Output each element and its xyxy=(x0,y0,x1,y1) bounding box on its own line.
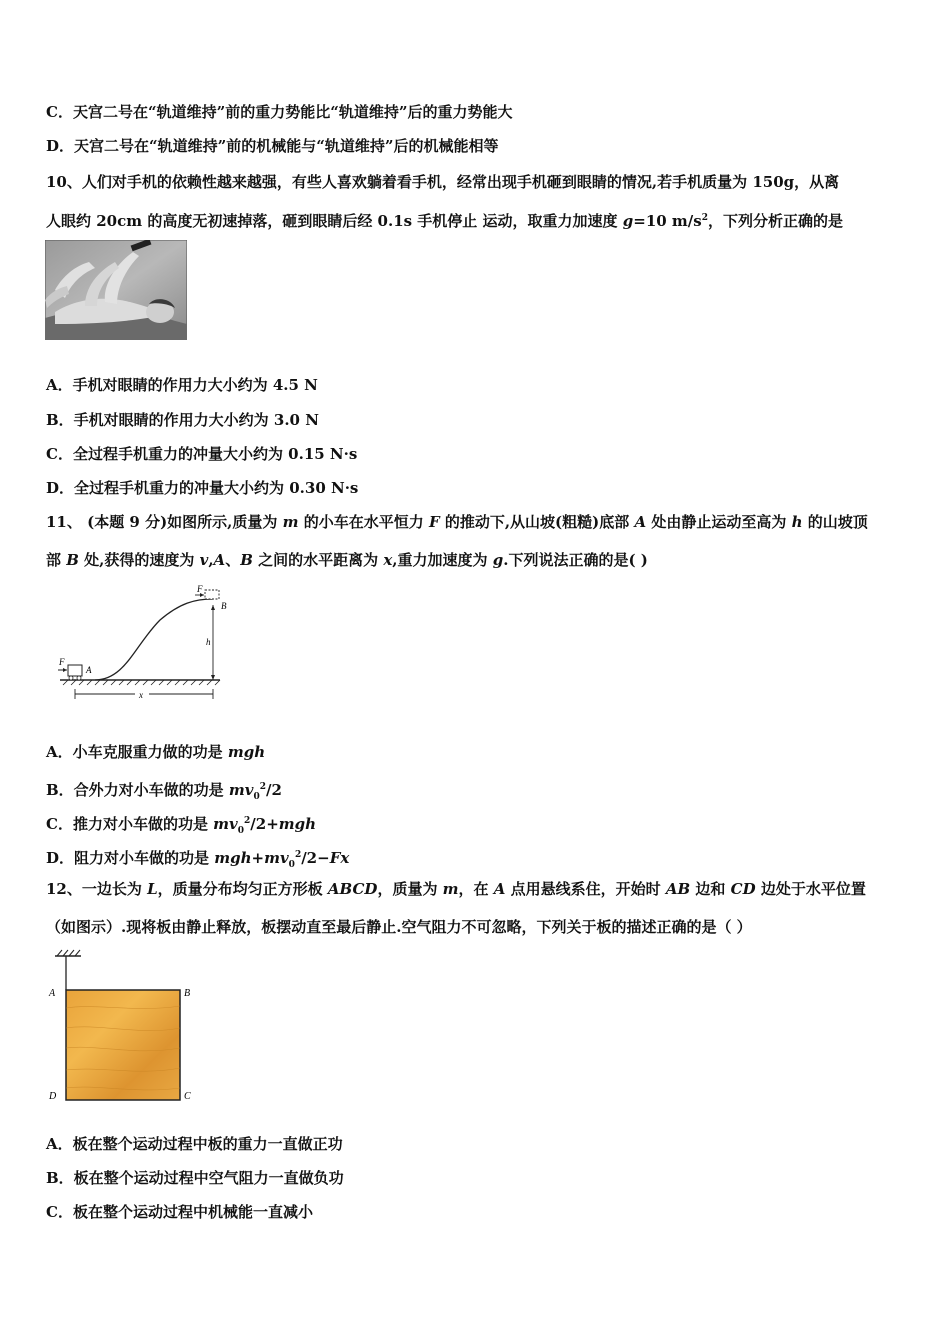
q11-symbol: g xyxy=(492,551,504,569)
q11-option-a xyxy=(46,742,265,762)
q10-stem-line2 xyxy=(46,208,843,231)
q11-symbol: A xyxy=(213,551,226,569)
q11-hill-diagram xyxy=(55,585,230,710)
q11-opt-text: /2− xyxy=(301,849,330,867)
q11-symbol: F xyxy=(428,513,440,531)
q12-option-a: A．板在整个运动过程中板的重力一直做正功 xyxy=(46,1135,343,1153)
label-f-a: F xyxy=(59,657,65,667)
q10-stem-line1: 10、人们对手机的依赖性越来越强，有些人喜欢躺着看手机，经常出现手机砸到眼睛的情况,若手机质量为 150g，从离 xyxy=(46,173,840,191)
label-a: A xyxy=(86,665,92,675)
q12-square-plate-diagram xyxy=(45,948,200,1110)
q11-opt-math: mv xyxy=(264,849,289,867)
q11-superscript: 2 xyxy=(244,816,251,826)
q10-option-b: B．手机对眼睛的作用力大小约为 3.0 N xyxy=(46,411,319,429)
q11-subscript: 0 xyxy=(288,860,295,870)
q11-opt-math: mv xyxy=(213,815,238,833)
q12-text: ，质量分布均匀正方形板 xyxy=(157,880,328,898)
slope-curve xyxy=(95,599,213,680)
label-d: D xyxy=(49,1091,57,1102)
q12-option-b: B．板在整个运动过程中空气阻力一直做负功 xyxy=(46,1169,344,1187)
q12-text: ，在 xyxy=(458,880,494,898)
q11-text: 处,获得的速度为 xyxy=(78,551,200,569)
q11-symbol: v xyxy=(199,551,209,569)
q11-opt-text: C．推力对小车做的功是 xyxy=(46,815,214,833)
q11-subscript: 0 xyxy=(253,792,260,802)
label-x: x xyxy=(139,690,143,700)
q11-opt-math: mgh xyxy=(214,849,252,867)
q11-stem-line2 xyxy=(46,550,648,570)
q11-text: 之间的水平距离为 xyxy=(252,551,384,569)
q12-symbol: AB xyxy=(665,880,691,898)
cart-wheel xyxy=(69,676,73,680)
q11-superscript: 2 xyxy=(294,850,302,860)
label-a: A xyxy=(49,988,56,999)
label-f-b: F xyxy=(197,585,203,594)
q11-subscript: 0 xyxy=(237,826,245,836)
q11-symbol: x xyxy=(383,551,393,569)
q11-opt-text: A．小车克服重力做的功是 xyxy=(46,743,228,761)
q11-text: 的山坡顶 xyxy=(802,513,868,531)
q12-symbol: m xyxy=(442,880,459,898)
q12-option-c: C．板在整个运动过程中机械能一直减小 xyxy=(46,1203,313,1221)
q11-text: , xyxy=(208,551,214,569)
q11-superscript: 2 xyxy=(259,782,267,792)
q10-g-symbol: g xyxy=(622,212,634,230)
q11-symbol: B xyxy=(66,551,79,569)
q12-symbol: ABCD xyxy=(327,880,378,898)
q11-option-c xyxy=(46,811,316,841)
q11-text: ,重力加速度为 xyxy=(392,551,493,569)
cart-wheel xyxy=(77,676,81,680)
q10-superscript: 2 xyxy=(701,213,708,223)
q9-option-d: D．天宫二号在“轨道维持”前的机械能与“轨道维持”后的机械能相等 xyxy=(46,137,499,155)
q11-opt-math: mv xyxy=(228,781,254,799)
label-b: B xyxy=(221,601,227,611)
force-arrowhead xyxy=(63,668,67,672)
q11-text: 的小车在水平恒力 xyxy=(298,513,429,531)
q12-text: 边处于水平位置 xyxy=(755,880,866,898)
q9-option-c: C．天宫二号在“轨道维持”前的重力势能比“轨道维持”后的重力势能大 xyxy=(46,103,513,121)
q10-option-c: C．全过程手机重力的冲量大小约为 0.15 N·s xyxy=(46,445,358,463)
q11-text: 部 xyxy=(46,551,67,569)
q12-text: 12、一边长为 xyxy=(46,880,148,898)
label-b: B xyxy=(184,988,191,999)
height-arrowhead xyxy=(211,675,215,680)
q10-text: 人眼约 20cm 的高度无初速掉落，砸到眼睛后经 0.1s 手机停止 运动，取重力加速度 xyxy=(46,212,623,230)
q11-opt-math: mgh xyxy=(227,743,266,761)
cart-at-a xyxy=(68,665,82,676)
q12-symbol: CD xyxy=(730,880,756,898)
label-h: h xyxy=(206,637,211,647)
q11-opt-text: /2+ xyxy=(250,815,279,833)
q11-opt-text: D．阻力对小车做的功是 xyxy=(46,849,215,867)
q11-opt-text: /2 xyxy=(266,781,282,799)
q11-opt-math: mgh xyxy=(278,815,317,833)
q11-text: .下列说法正确的是( ) xyxy=(503,551,648,569)
q10-photo-person-lying-with-phone xyxy=(45,240,187,340)
q11-opt-text: B．合外力对小车做的功是 xyxy=(46,781,229,799)
q11-symbol: B xyxy=(240,551,253,569)
height-arrowhead xyxy=(211,605,215,610)
q10-text: ，下列分析正确的是 xyxy=(708,212,844,230)
q10-text: =10 m/s xyxy=(633,212,702,230)
q11-text: 、 xyxy=(225,551,241,569)
label-c: C xyxy=(184,1091,191,1102)
q12-text: 点用悬线系住，开始时 xyxy=(505,880,666,898)
q11-text: 11、 (本题 9 分)如图所示,质量为 xyxy=(46,513,283,531)
q12-stem-line1 xyxy=(46,879,866,899)
q12-symbol: L xyxy=(147,880,158,898)
q11-symbol: m xyxy=(282,513,299,531)
q11-option-d xyxy=(46,845,349,875)
q11-symbol: A xyxy=(634,513,647,531)
q11-opt-text: + xyxy=(251,849,265,867)
cart-at-b xyxy=(205,590,219,599)
q11-stem-line1 xyxy=(46,512,868,532)
q12-symbol: A xyxy=(493,880,506,898)
ground-hatching xyxy=(63,680,220,685)
q11-text: 的推动下,从山坡(粗糙)底部 xyxy=(439,513,635,531)
ceiling-hatching xyxy=(57,950,80,956)
q12-text: ，质量为 xyxy=(377,880,443,898)
q11-text: 处由静止运动至高为 xyxy=(646,513,792,531)
q11-option-b xyxy=(46,777,282,807)
q11-opt-math: Fx xyxy=(329,849,350,867)
q10-option-a: A．手机对眼睛的作用力大小约为 4.5 N xyxy=(46,376,318,394)
q12-text: 边和 xyxy=(690,880,731,898)
q10-option-d: D．全过程手机重力的冲量大小约为 0.30 N·s xyxy=(46,479,359,497)
q12-stem-line2: （如图示）.现将板由静止释放，板摆动直至最后静止.空气阻力不可忽略，下列关于板的描述正确的是（ ） xyxy=(46,918,752,936)
q11-symbol: h xyxy=(791,513,803,531)
